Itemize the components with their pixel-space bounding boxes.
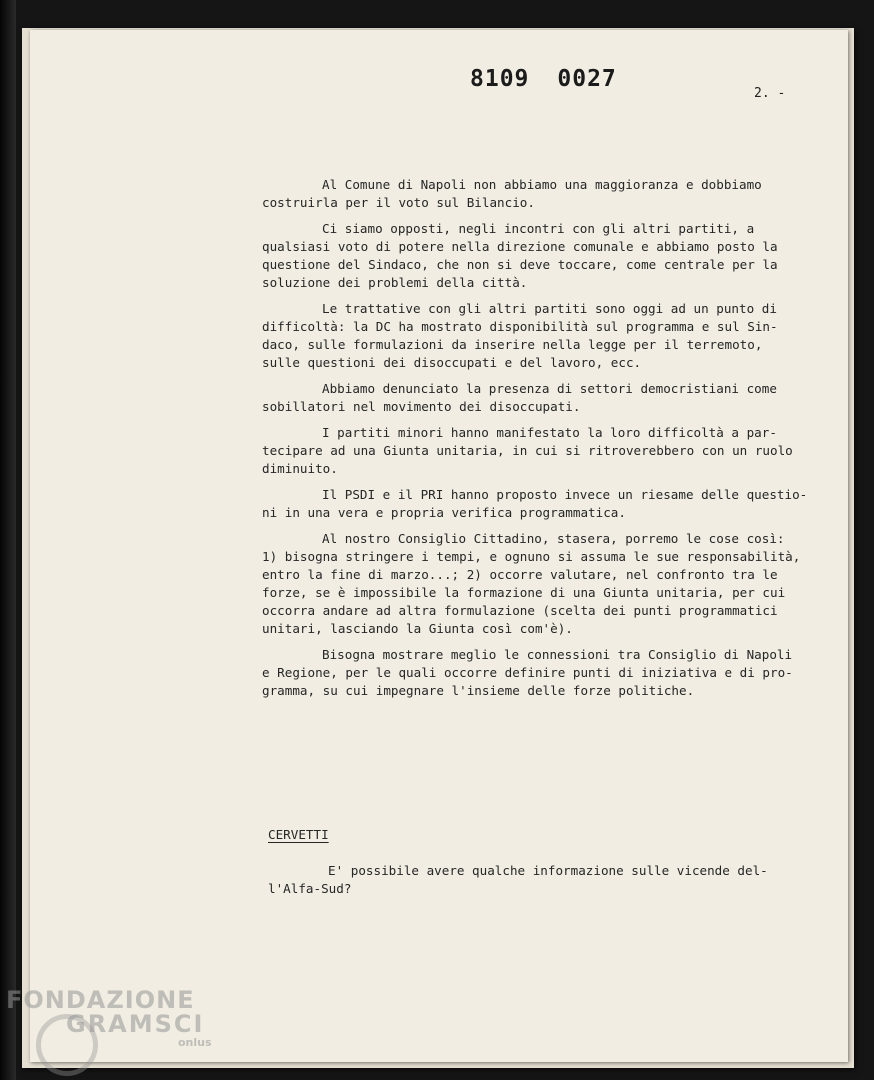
document-number-part-b: 0027	[557, 66, 617, 92]
document-number-part-a: 8109	[470, 66, 530, 92]
paragraph-2: Ci siamo opposti, negli incontri con gli altri partiti, a qualsiasi voto di potere nella direzione comunale e abbiamo posto la questione del Sindaco, che non si deve toccare, come centrale per la soluzione dei problemi della città.	[262, 221, 778, 290]
speaker-name: CERVETTI	[268, 827, 329, 842]
document-number	[470, 66, 617, 92]
speaker-question: E' possibile avere qualche informazione sulle vicende del- l'Alfa-Sud?	[268, 863, 768, 896]
document-body	[262, 176, 827, 708]
watermark-line-3: onlus	[178, 1036, 212, 1049]
watermark-line-2: GRAMSCI	[66, 1010, 205, 1038]
paragraph-3: Le trattative con gli altri partiti sono oggi ad un punto di difficoltà: la DC ha mostrato disponibilità sul programma e sul Sin- daco, sulle formulazioni da inserire nella legge per il terremoto, sulle questioni dei disoccupati e del lavoro, ecc.	[262, 301, 778, 370]
page-number: 2. -	[754, 86, 786, 101]
paragraph-1: Al Comune di Napoli non abbiamo una maggioranza e dobbiamo costruirla per il voto sul Bilancio.	[262, 177, 762, 210]
document-page	[30, 30, 848, 1062]
paragraph-4: Abbiamo denunciato la presenza di settori democristiani come sobillatori nel movimento dei disoccupati.	[262, 381, 777, 414]
paragraph-7: Al nostro Consiglio Cittadino, stasera, porremo le cose così: 1) bisogna stringere i tempi, e ognuno si assuma le sue responsabilità, entro la fine di marzo...; 2) occorre valutare, nel confronto tra le forze, se è impossibile la formazione di una Giunta unitaria, per cui occorra andare ad altra formulazione (scelta dei punti programmatici unitari, lasciando la Giunta così com'è).	[262, 531, 801, 636]
paragraph-5: I partiti minori hanno manifestato la loro difficoltà a par- tecipare ad una Giunta unitaria, in cui si ritroverebbero con un ruolo diminuito.	[262, 425, 793, 476]
paragraph-6: Il PSDI e il PRI hanno proposto invece un riesame delle questio- ni in una vera e propria verifica programmatica.	[262, 487, 808, 520]
paragraph-8: Bisogna mostrare meglio le connessioni tra Consiglio di Napoli e Regione, per le quali occorre definire punti di iniziativa e di pro- gramma, su cui impegnare l'insieme delle forze politiche.	[262, 647, 793, 698]
watermark-line-1: FONDAZIONE	[6, 986, 195, 1014]
binder-edge	[0, 0, 16, 1080]
